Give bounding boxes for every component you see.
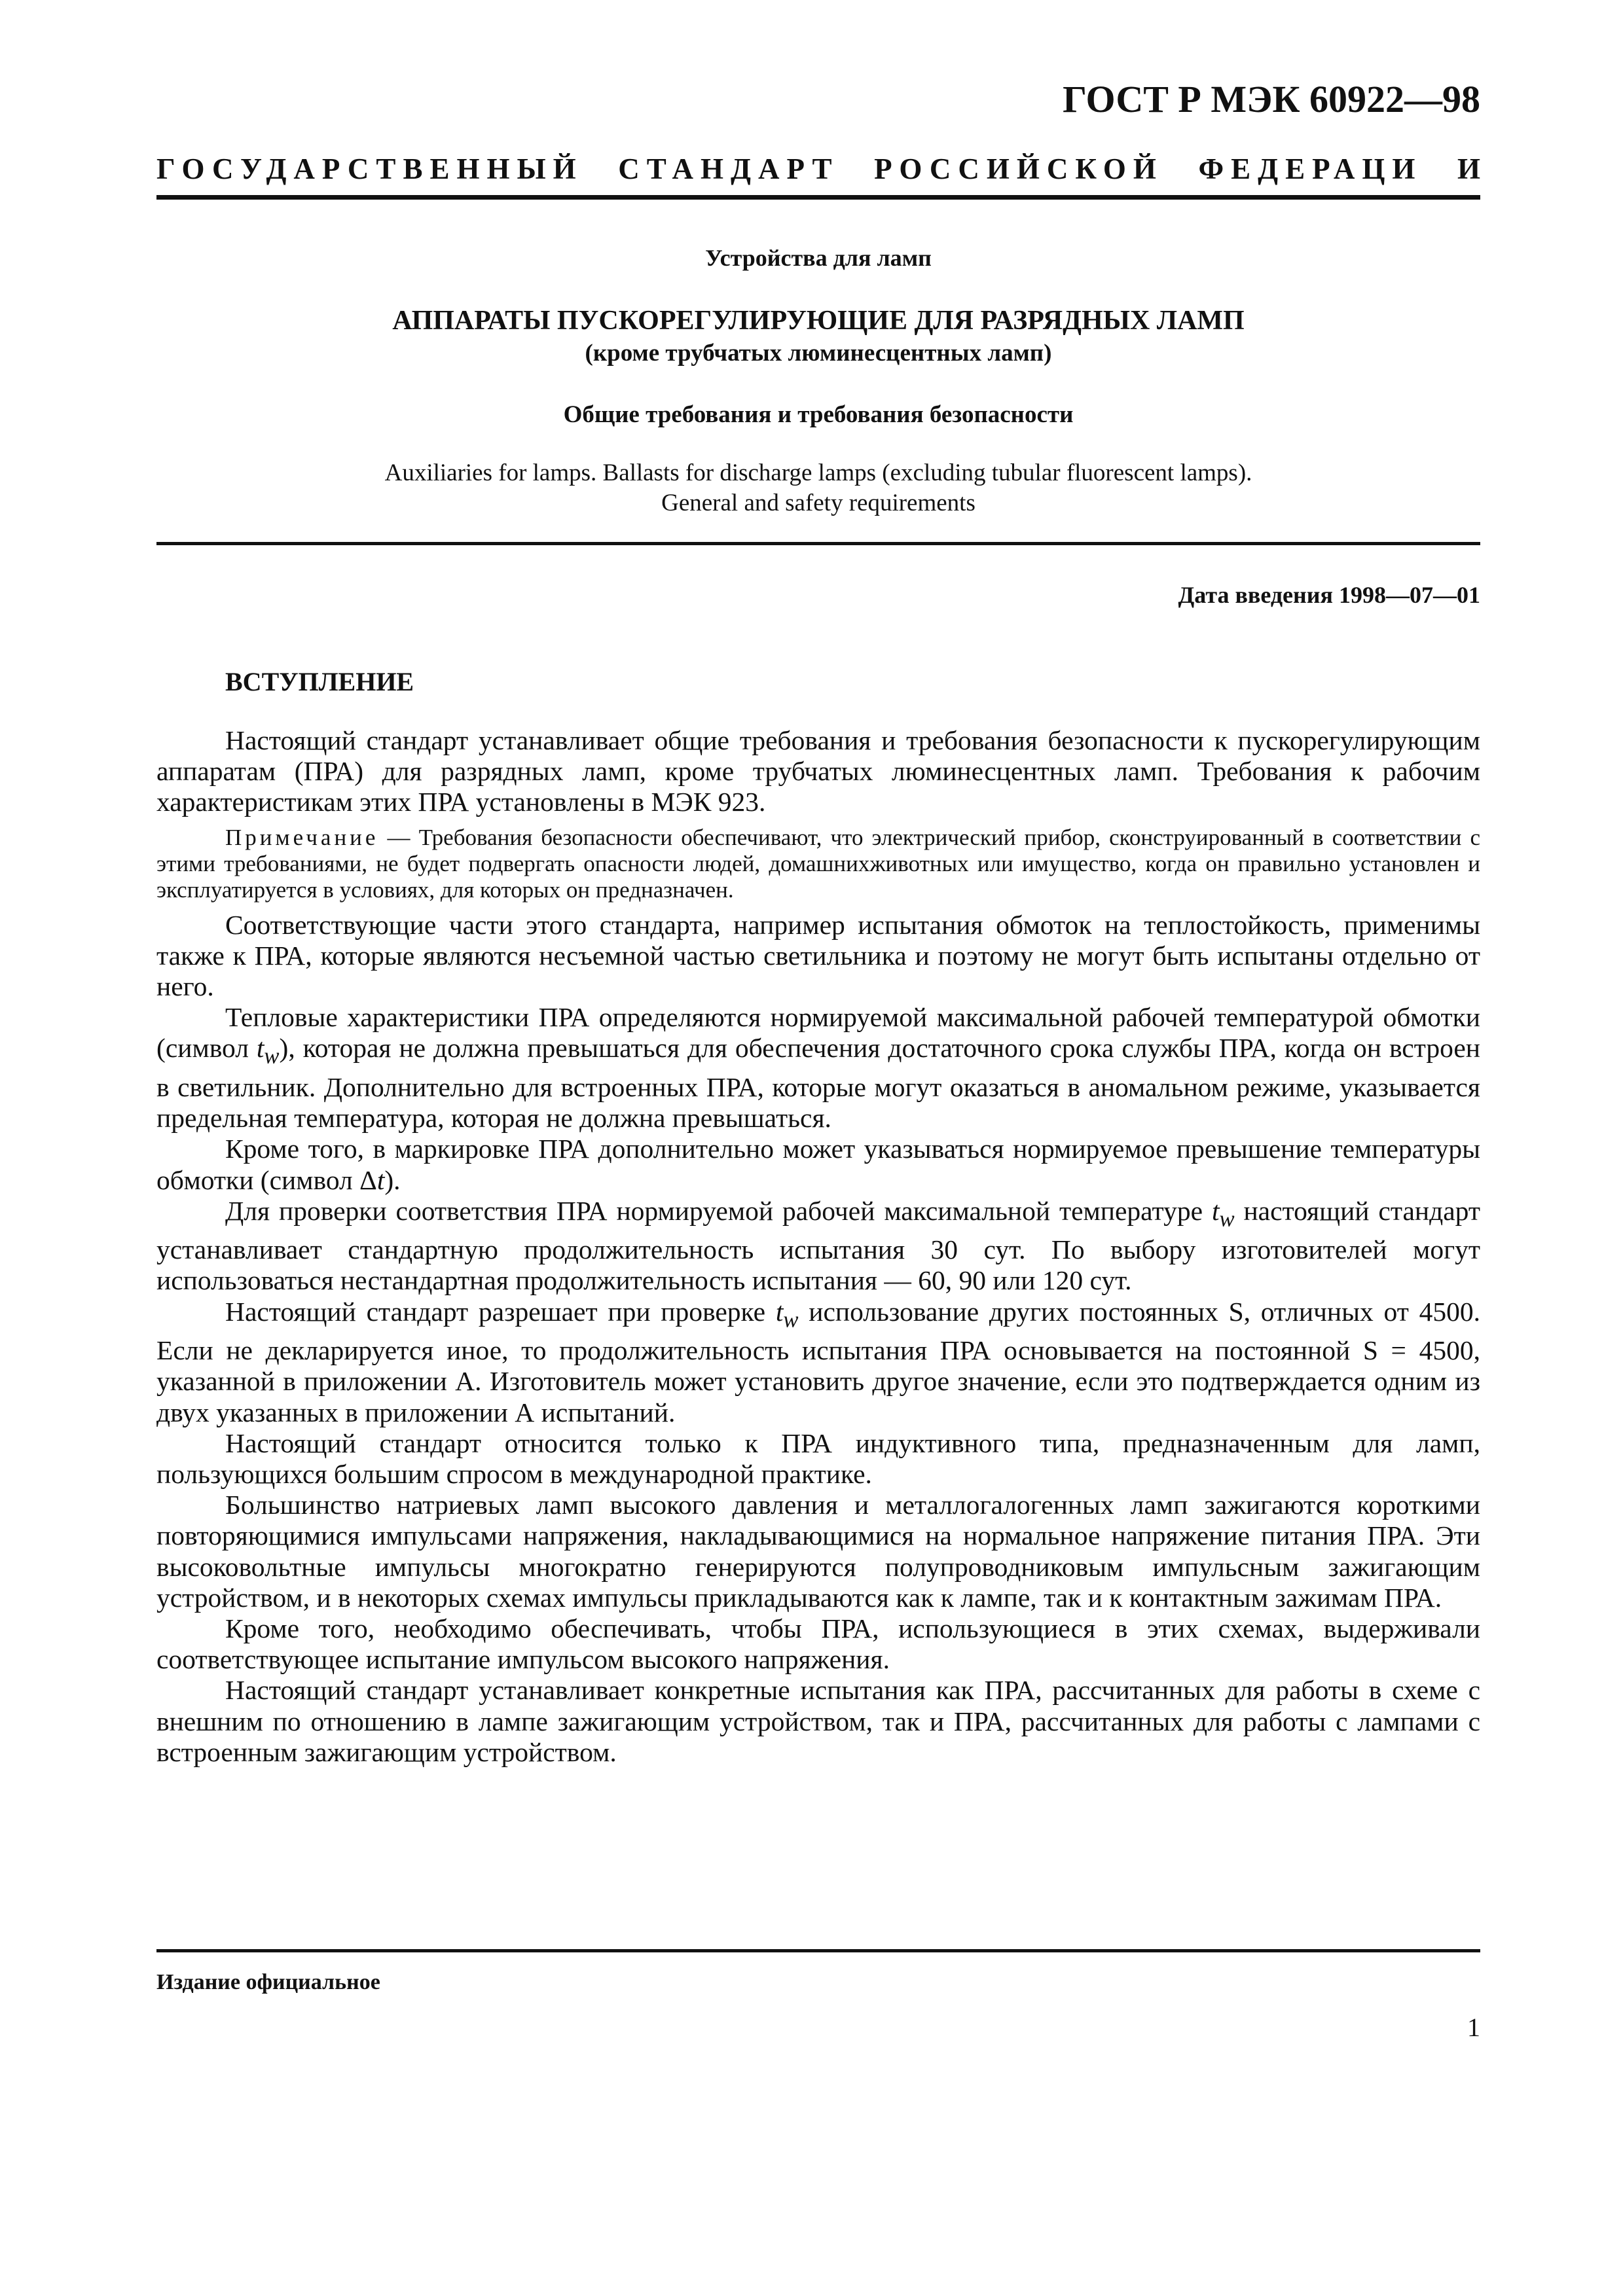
paragraph: Настоящий стандарт разрешает при проверке $t_w$ использование других постоянных S, отличных от 4500. Если не декларируется иное, то продолжительность испытания ПРА основывается на постоянной S = 4500, указанной в приложении А. Изготовитель может установить другое значение, если это подтверждается одним из двух указанных в приложении А испытаний. bbox=[156, 1296, 1481, 1427]
paragraph: Для проверки соответствия ПРА нормируемой рабочей максимальной температуре $t_w$ настоящий стандарт устанавливает стандартную продолжительность испытания 30 сут. По выбору изготовителей могут использоваться нестандартная продолжительность испытания — 60, 90 или 120 сут. bbox=[156, 1195, 1480, 1296]
gov-title-word: ГОСУДАРСТВЕННЫЙ bbox=[156, 152, 583, 185]
paragraph: Соответствующие части этого стандарта, например испытания обмоток на теплостойкость, применимы также к ПРА, которые являются несъемной частью светильника и поэтому не могут быть испытаны отдельно от него. bbox=[156, 909, 1480, 1002]
english-title-line: Auxiliaries for lamps. Ballasts for discharge lamps (excluding tubular fluorescent lamps). bbox=[384, 459, 1252, 486]
government-standard-title bbox=[156, 152, 1480, 186]
header-rule bbox=[156, 195, 1480, 200]
gov-title-word: РОССИЙСКОЙ bbox=[874, 152, 1163, 185]
note-text: — Требования безопасности обеспечивают, что электрический прибор, сконструированный в соответствии с этими требованиями, не будет подвергать опасности людей, домашнихживотных или имущество, когда он правильно установлен и эксплуатируется в условиях, для которых он предназначен. bbox=[156, 824, 1480, 903]
gov-title-word: ФЕДЕРАЦИ bbox=[1198, 152, 1423, 185]
english-title bbox=[156, 458, 1480, 518]
paragraph: Настоящий стандарт относится только к ПРА индуктивного типа, предназначенным для ламп, пользующихся большим спросом в международной практике. bbox=[156, 1427, 1480, 1489]
symbol-tw: $t_w$ bbox=[775, 1296, 799, 1332]
paragraph: Кроме того, необходимо обеспечивать, чтобы ПРА, использующиеся в этих схемах, выдерживали соответствующее испытание импульсом высокого напряжения. bbox=[156, 1613, 1480, 1675]
paragraph: Настоящий стандарт устанавливает конкретные испытания как ПРА, рассчитанных для работы в схеме с внешним по отношению в лампе зажигающим устройством, так и ПРА, рассчитанных для работы с лампами с встроенным зажигающим устройством. bbox=[156, 1675, 1480, 1767]
paragraph: Кроме того, в маркировке ПРА дополнительно может указываться нормируемое превышение температуры обмотки (символ Δt). bbox=[156, 1134, 1480, 1195]
gov-title-word: И bbox=[1457, 152, 1480, 185]
note-label: Примечание bbox=[225, 824, 379, 850]
paragraph: Тепловые характеристики ПРА определяются нормируемой максимальной рабочей температурой обмотки (символ $t_w$), которая не должна превышаться для обеспечения достаточного срока службы ПРА, когда он встроен в светильник. Дополнительно для встроенных ПРА, которые могут оказаться в аномальном режиме, указывается предельная температура, которая не должна превышаться. bbox=[156, 1002, 1480, 1134]
body-text bbox=[156, 725, 1480, 1768]
introduction-date: Дата введения 1998—07—01 bbox=[1178, 582, 1480, 608]
title-rule bbox=[156, 542, 1480, 545]
page-number: 1 bbox=[1467, 2013, 1480, 2042]
document-code: ГОСТ Р МЭК 60922—98 bbox=[1063, 78, 1480, 120]
section-heading: ВСТУПЛЕНИЕ bbox=[225, 667, 414, 696]
main-subtitle: (кроме трубчатых люминесцентных ламп) bbox=[585, 340, 1052, 367]
gov-title-word: СТАНДАРТ bbox=[618, 152, 839, 185]
symbol-tw: $t_w$ bbox=[1211, 1195, 1235, 1232]
english-title-line: General and safety requirements bbox=[661, 490, 976, 516]
paragraph: Большинство натриевых ламп высокого давления и металлогалогенных ламп зажигаются короткими повторяющимися импульсами напряжения, накладывающимися на нормальное напряжение питания ПРА. Эти высоковольтные импульсы многократно генерируются полупроводниковым импульсным зажигающим устройством, и в некоторых схемах импульсы прикладываются как к лампе, так и к контактным зажимам ПРА. bbox=[156, 1490, 1480, 1613]
category-title: Устройства для ламп bbox=[705, 245, 932, 271]
note-paragraph bbox=[156, 825, 1480, 903]
footer-rule bbox=[156, 1949, 1480, 1952]
main-title: АППАРАТЫ ПУСКОРЕГУЛИРУЮЩИЕ ДЛЯ РАЗРЯДНЫХ ЛАМП bbox=[392, 306, 1245, 336]
edition-label: Издание официальное bbox=[156, 1970, 380, 1994]
symbol-tw: $t_w$ bbox=[256, 1033, 280, 1069]
symbol-delta-t: t bbox=[376, 1164, 385, 1195]
requirements-title: Общие требования и требования безопасности bbox=[563, 401, 1074, 428]
paragraph: Настоящий стандарт устанавливает общие требования и требования безопасности к пускорегулирующим аппаратам (ПРА) для разрядных ламп, кроме трубчатых люминесцентных ламп. Требования к рабочим характеристикам этих ПРА установлены в МЭК 923. bbox=[156, 725, 1480, 817]
